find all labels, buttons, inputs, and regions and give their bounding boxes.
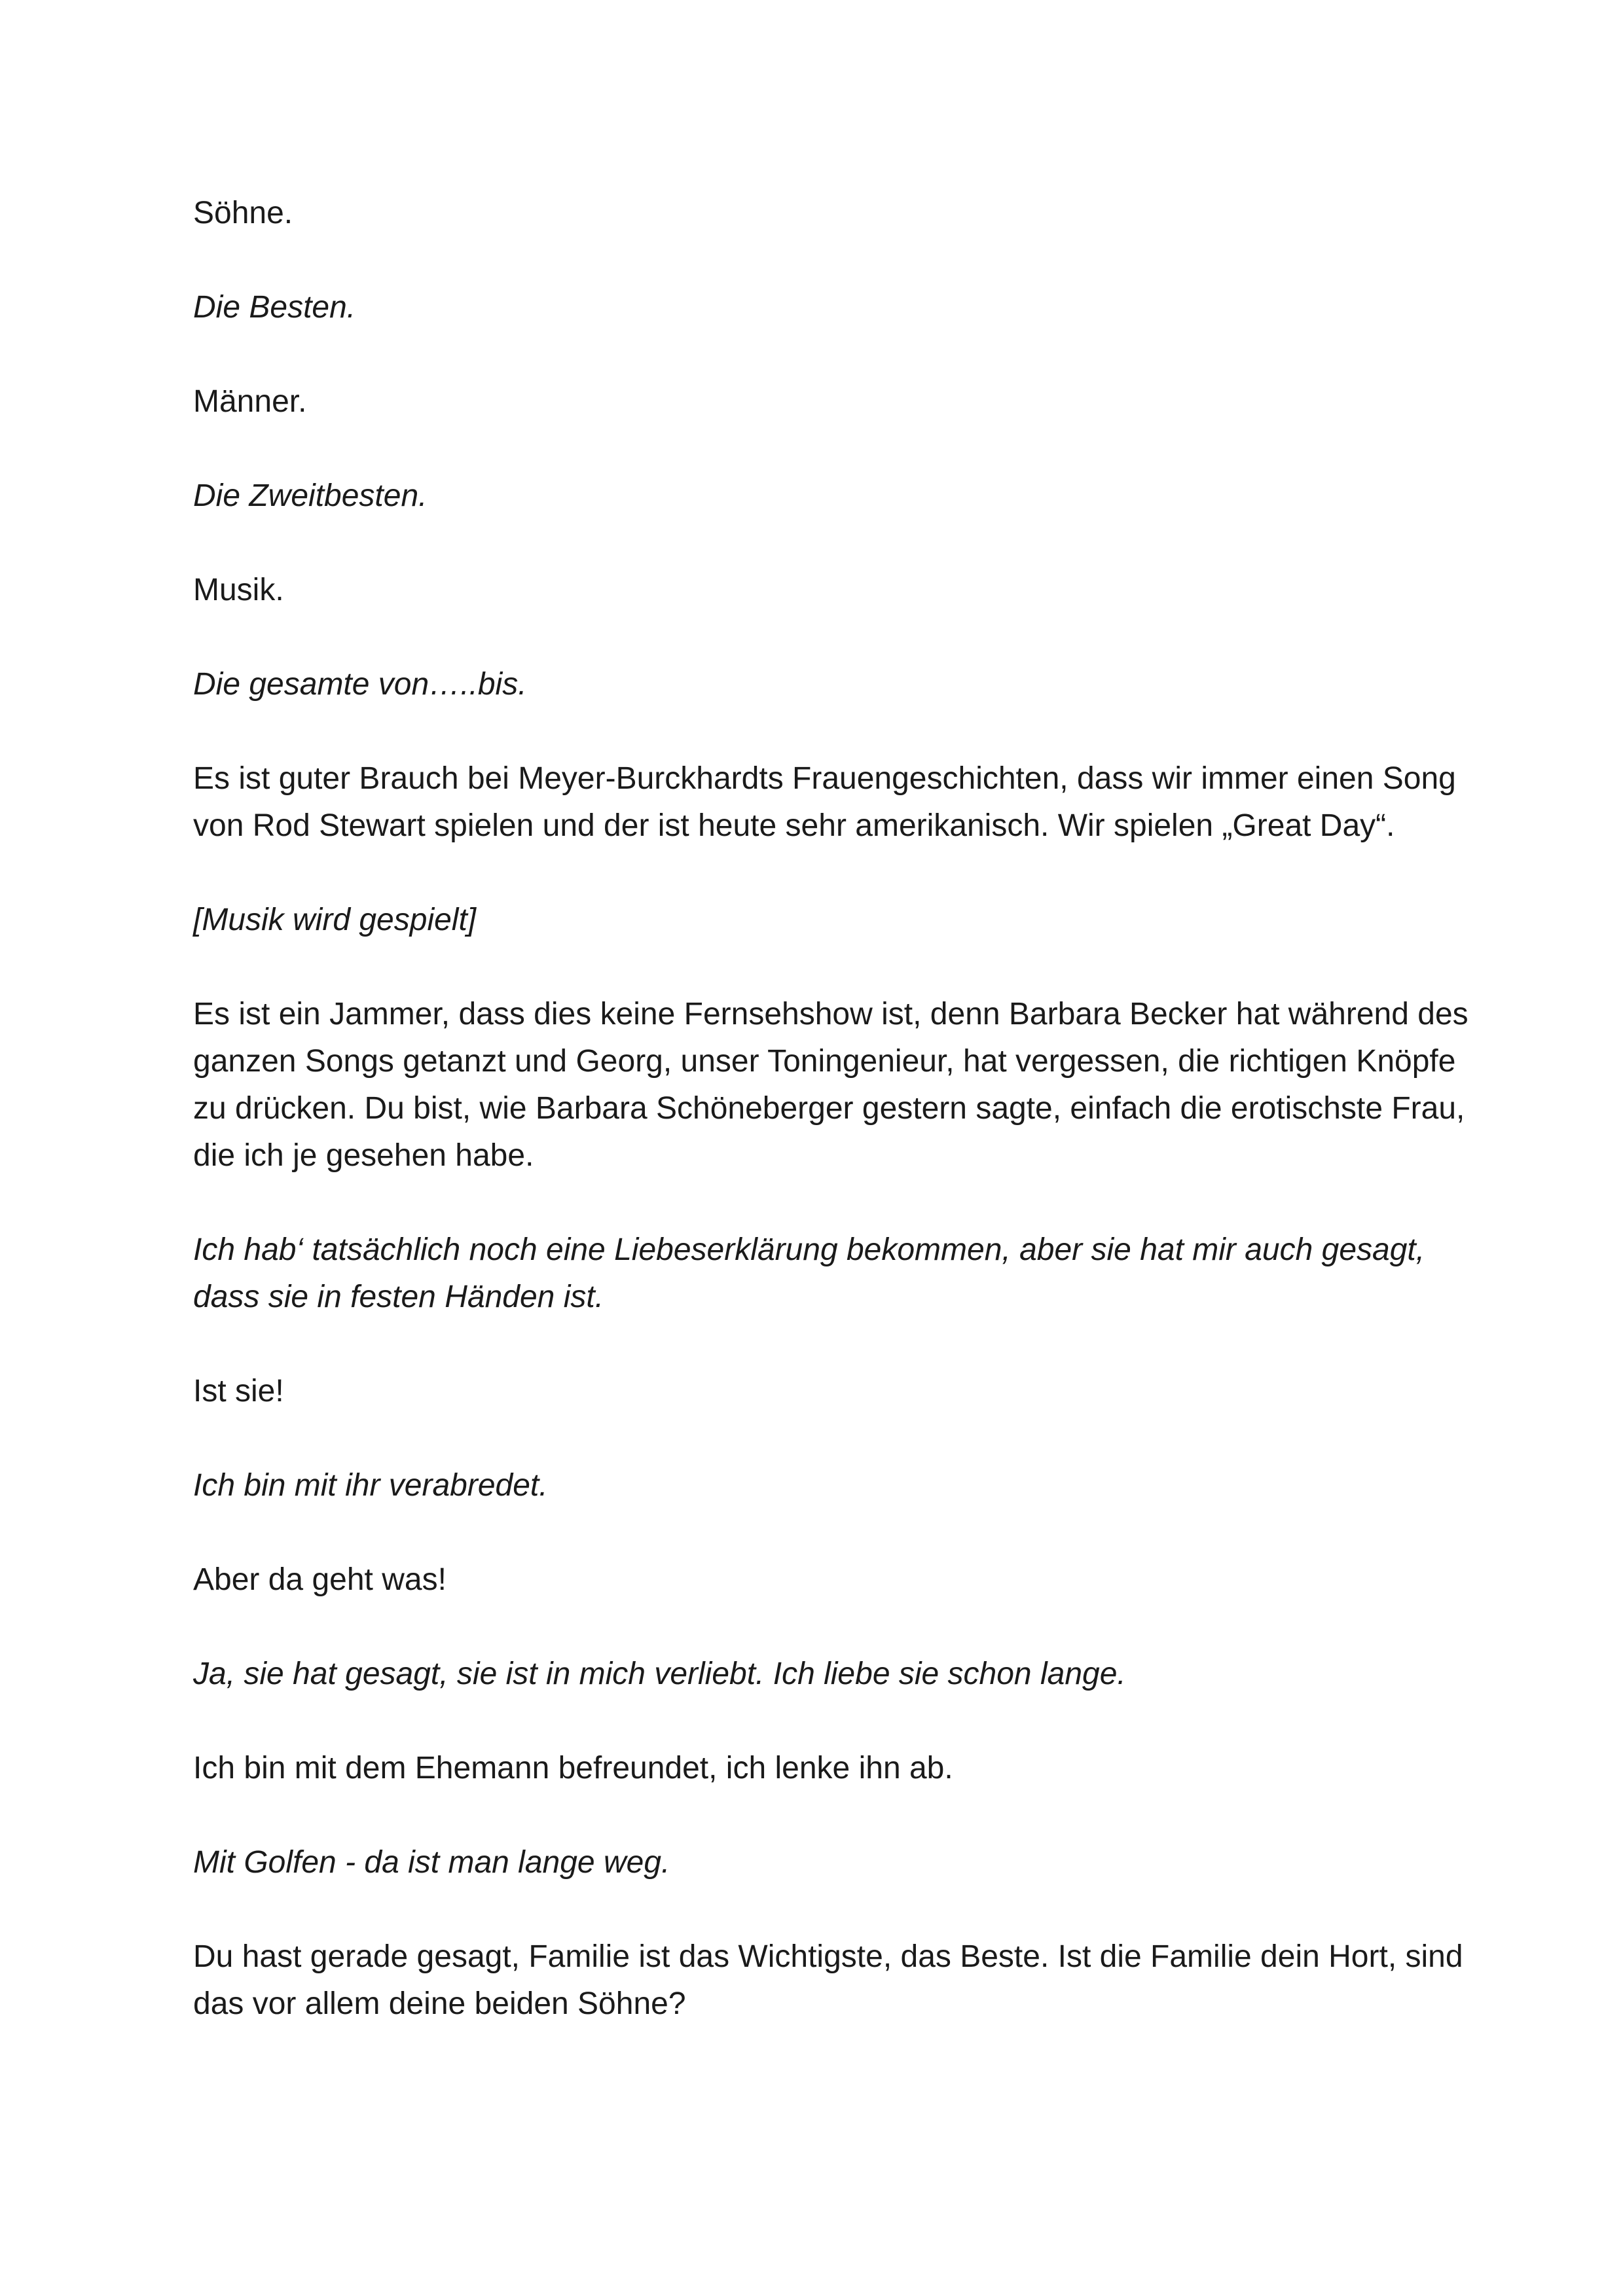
paragraph-die-zweitbesten: Die Zweitbesten. (193, 478, 428, 513)
paragraph-guter-brauch: Es ist guter Brauch bei Meyer-Burckhardts Frauengeschichten, dass wir immer einen Song von Rod Stewart spielen und der ist heute sehr amerikanisch. Wir spielen „Great Day“. (193, 761, 1456, 843)
paragraph-musik: Musik. (193, 573, 284, 607)
paragraph-ist-sie: Ist sie! (193, 1374, 284, 1408)
paragraph-golfen: Mit Golfen - da ist man lange weg. (193, 1845, 670, 1880)
paragraph-verabredet: Ich bin mit ihr verabredet. (193, 1468, 548, 1503)
paragraph-ehemann: Ich bin mit dem Ehemann befreundet, ich lenke ihn ab. (193, 1751, 953, 1785)
paragraph-musik-wird-gespielt: [Musik wird gespielt] (193, 903, 477, 937)
paragraph-liebeserklaerung: Ich hab‘ tatsächlich noch eine Liebeserklärung bekommen, aber sie hat mir auch gesagt, dass sie in festen Händen ist. (193, 1232, 1425, 1314)
paragraph-familie: Du hast gerade gesagt, Familie ist das Wichtigste, das Beste. Ist die Familie dein Hort, sind das vor allem deine beiden Söhne? (193, 1939, 1463, 2021)
transcript-body (193, 190, 1489, 2075)
paragraph-verliebt: Ja, sie hat gesagt, sie ist in mich verliebt. Ich liebe sie schon lange. (193, 1657, 1126, 1691)
paragraph-maenner: Männer. (193, 384, 307, 419)
paragraph-die-gesamte: Die gesamte von…..bis. (193, 667, 527, 702)
paragraph-die-besten: Die Besten. (193, 290, 356, 325)
paragraph-jammer: Es ist ein Jammer, dass dies keine Fernsehshow ist, denn Barbara Becker hat während des ganzen Songs getanzt und Georg, unser Toningenieur, hat vergessen, die richtigen Knöpfe zu drücken. Du bist, wie Barbara Schöneberger gestern sagte, einfach die erotischste Frau, die ich je gesehen habe. (193, 997, 1468, 1173)
paragraph-da-geht-was: Aber da geht was! (193, 1562, 447, 1597)
paragraph-soehne: Söhne. (193, 196, 293, 230)
